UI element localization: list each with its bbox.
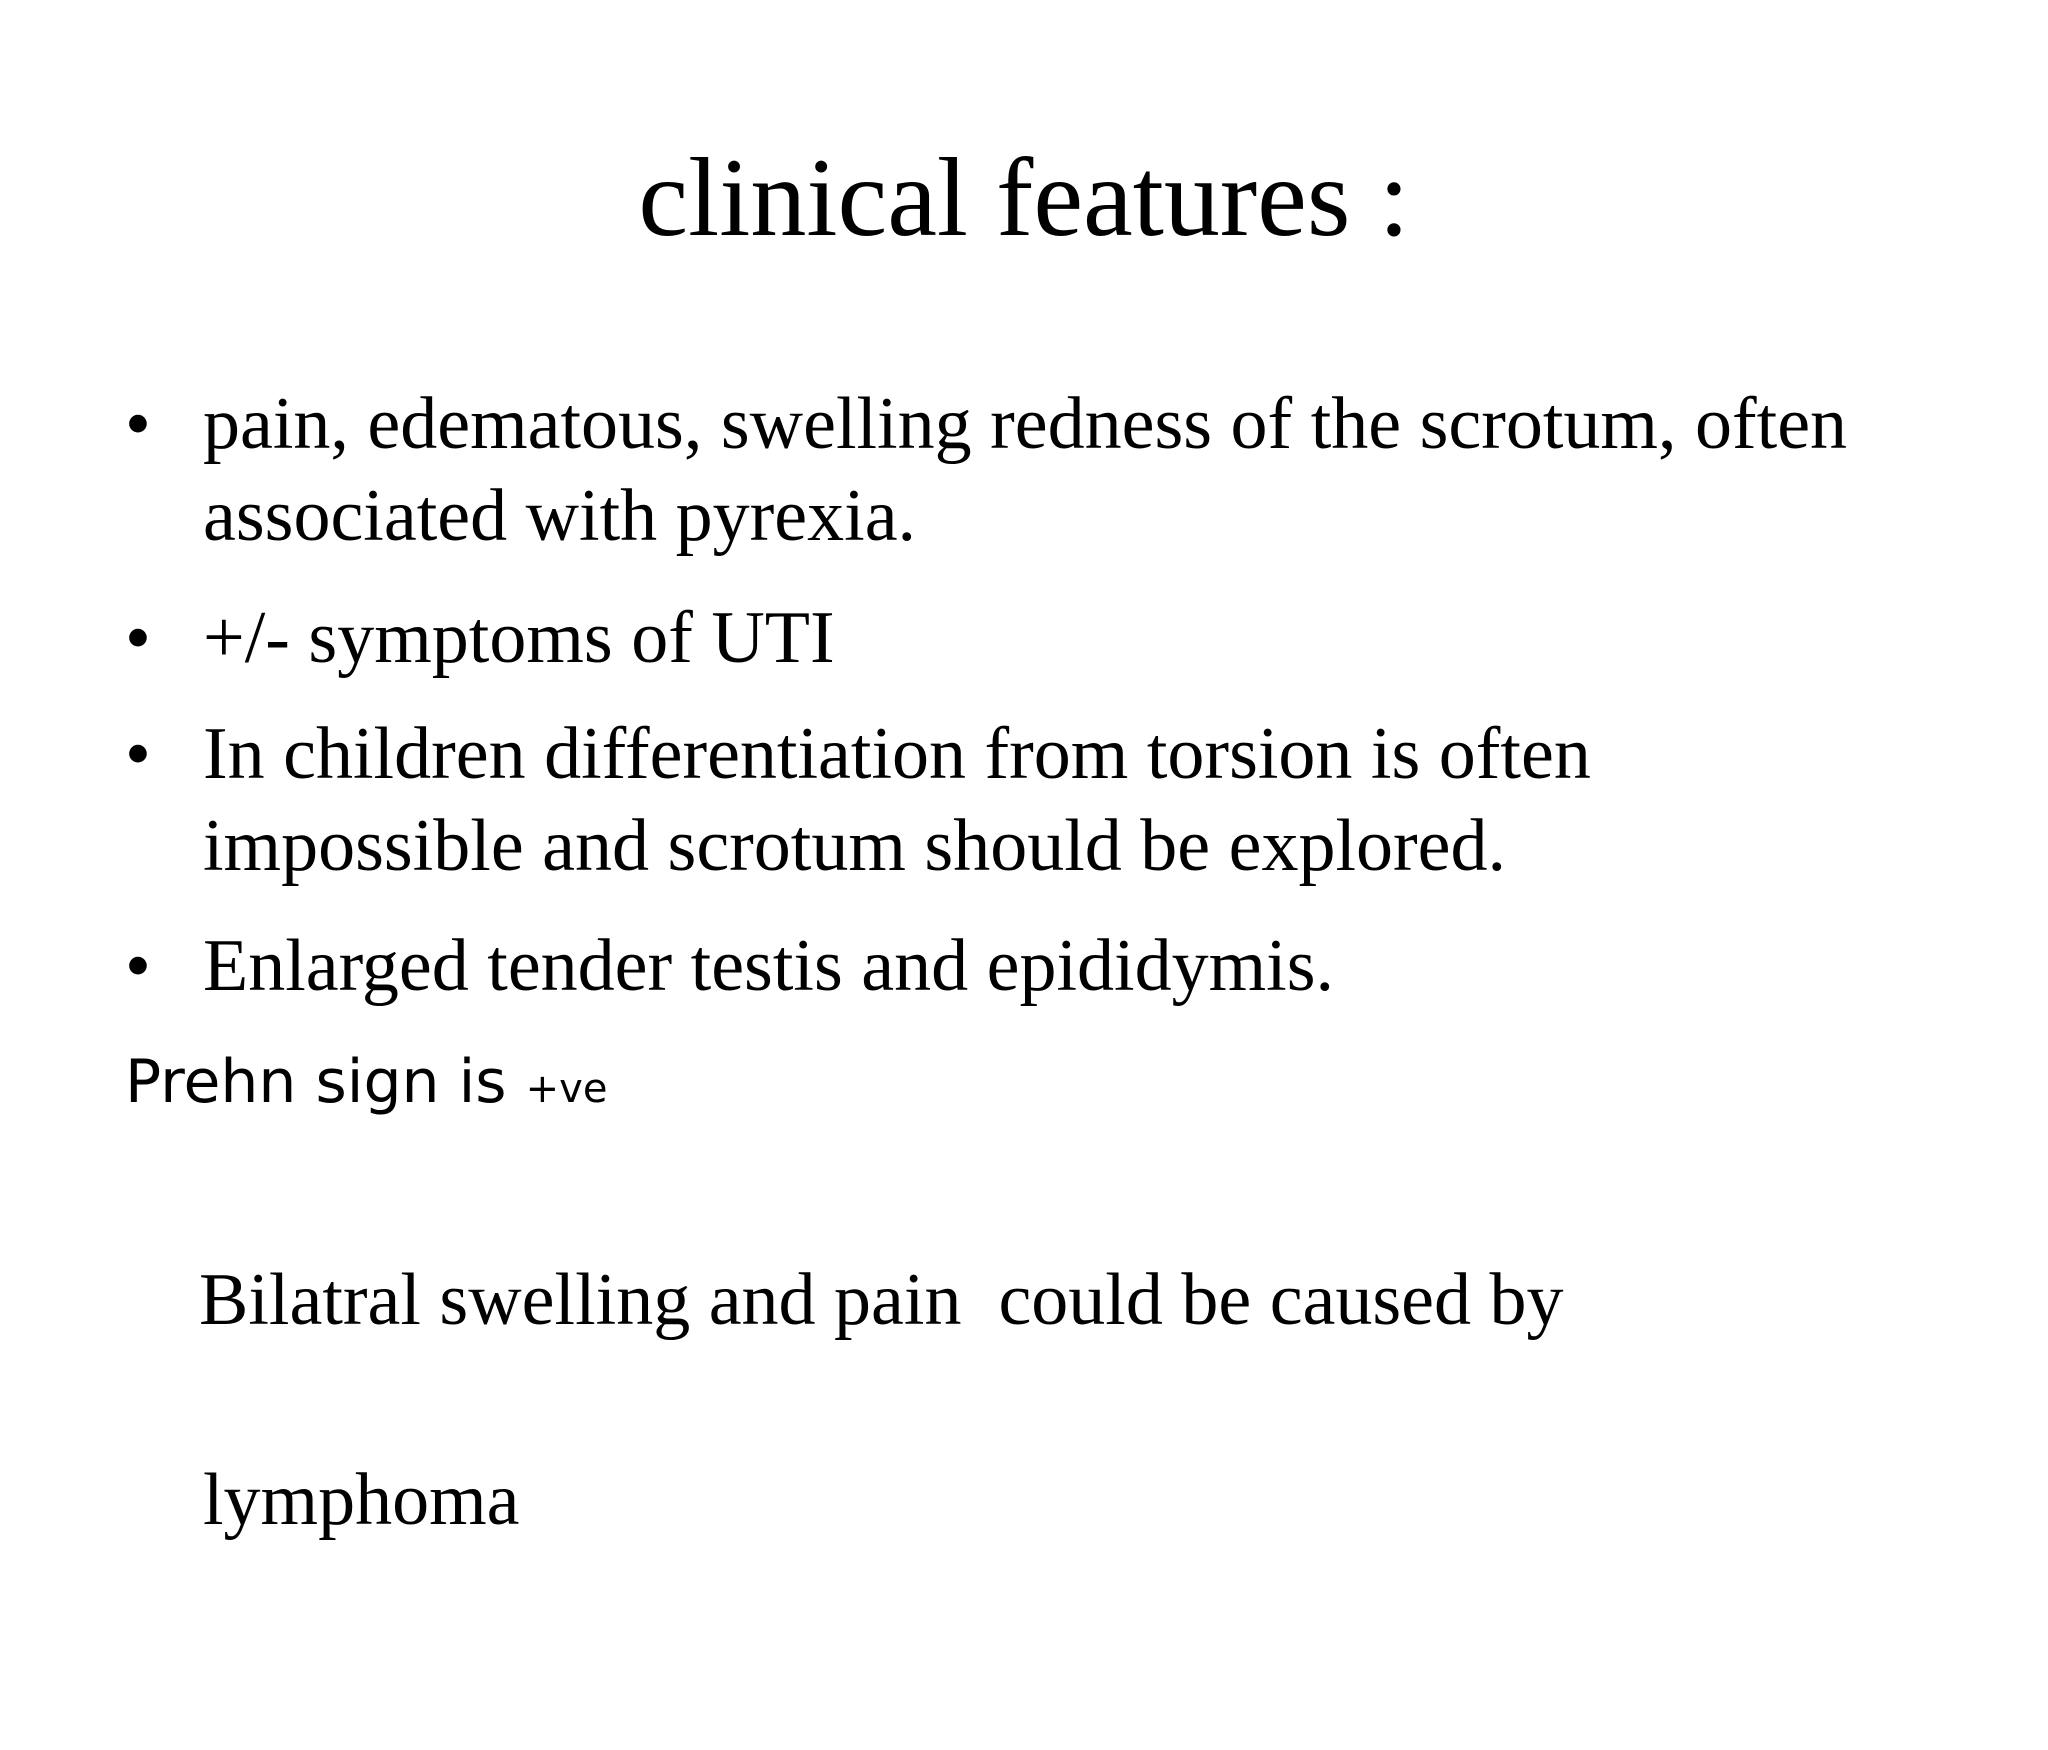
bullet-text: Enlarged tender testis and epididymis. <box>203 925 1334 1007</box>
bilateral-note-line1: Bilatral swelling and pain could be caused by <box>199 1259 1564 1341</box>
bullet-item <box>125 378 1925 562</box>
bullet-item <box>125 592 1925 684</box>
prehn-sign-line <box>125 1032 607 1139</box>
bullet-item <box>125 708 1925 892</box>
bullet-icon: • <box>125 925 151 1007</box>
prehn-sign-text: Prehn sign is <box>125 1047 526 1117</box>
bullet-text: pain, edematous, swelling redness of the scrotum, often associated with pyrexia. <box>203 383 1848 557</box>
bullet-item <box>125 920 1925 1012</box>
bullet-text: +/- symptoms of UTI <box>203 597 835 679</box>
bullet-text: In children differentiation from torsion is often impossible and scrotum should be explored. <box>203 713 1591 887</box>
slide-title: clinical features : <box>638 136 1410 260</box>
prehn-sign-value: +ve <box>525 1066 608 1112</box>
bullet-icon: • <box>125 713 151 795</box>
bullet-icon: • <box>125 383 151 465</box>
bilateral-note-line2: lymphoma <box>203 1459 520 1541</box>
bullet-icon: • <box>125 597 151 679</box>
bilateral-note <box>125 1150 1825 1750</box>
